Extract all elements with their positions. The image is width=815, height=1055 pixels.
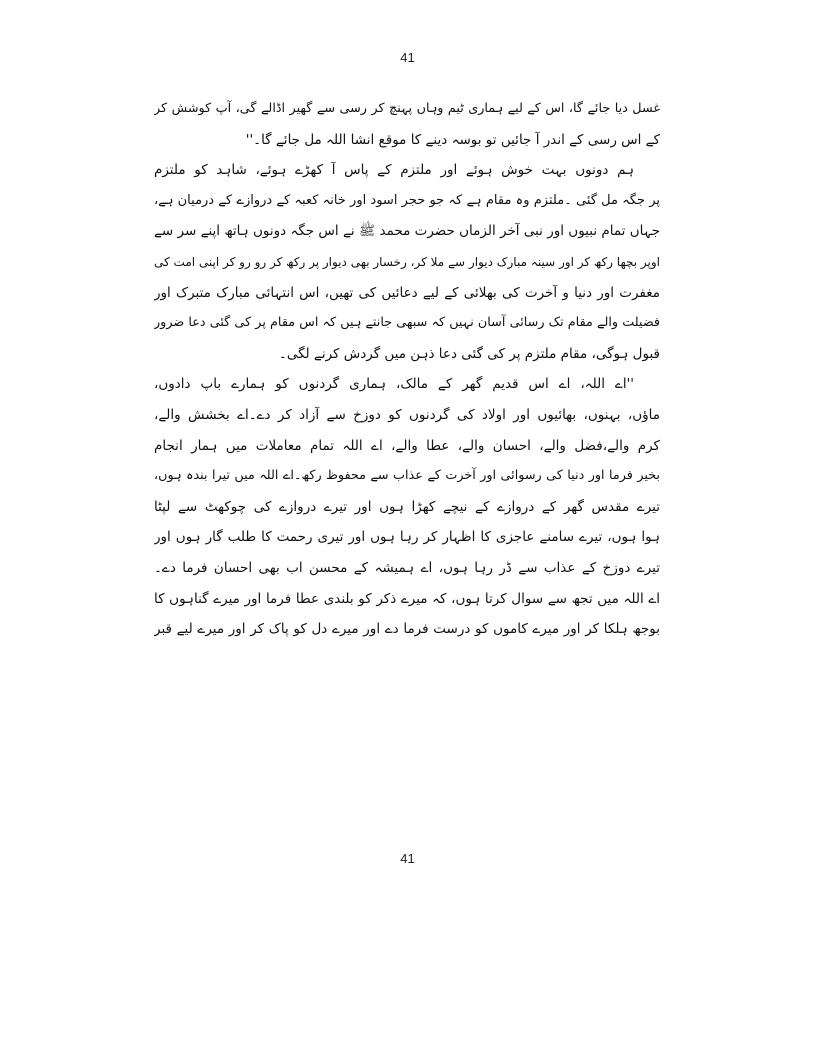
text-line: کرم والے،فضل والے، احسان والے، عطا والے، اے اللہ تمام معاملات میں ہمار انجام bbox=[154, 437, 660, 454]
text-line: فضیلت والے مقام تک رسائی آسان نہیں کہ سبھی جانتے ہیں کہ اس مقام پر کی گئی دعا ضرور bbox=[154, 315, 660, 331]
urdu-body-text bbox=[154, 94, 660, 645]
text-line: پر جگہ مل گئی ۔ملتزم وہ مقام ہے کہ جو حجر اسود اور خانہ کعبہ کے دروازے کے درمیان ہے، bbox=[154, 192, 660, 208]
text-line: ''اے اللہ، اے اس قدیم گھر کے مالک، ہماری گردنوں کو ہمارے باپ دادوں، bbox=[154, 376, 634, 393]
text-line: کے اس رسی کے اندر آ جائیں تو بوسہ دینے کا موقع انشا اللہ مل جائے گا۔'' bbox=[245, 131, 660, 148]
text-line: مغفرت اور دنیا و آخرت کی بھلائی کے لیے دعائیں کی تھیں، اس انتہائی مبارک متبرک اور bbox=[154, 284, 660, 301]
text-line: تیرے دوزخ کے عذاب سے ڈر رہا ہوں، اے ہمیشہ کے محسن اب بھی احسان فرما دے۔ bbox=[154, 559, 660, 576]
text-line: بوجھ ہلکا کر اور میرے کاموں کو درست فرما دے اور میرے دل کو پاک کر اور میرے لیے قبر bbox=[154, 621, 660, 638]
text-line: تیرے مقدس گھر کے دروازے کے نیچے کھڑا ہوں اور تیرے دروازے کی چوکھٹ سے لپٹا bbox=[154, 498, 660, 515]
text-line: بخیر فرما اور دنیا کی رسوائی اور آخرت کے عذاب سے محفوظ رکھ۔اے اللہ میں تیرا بندہ ہوں، bbox=[154, 468, 660, 484]
text-line: اوپر بچھا رکھ کر اور سینہ مبارک دیوار سے ملا کر، رخسار بھی دیوار پر رکھ کر رو رو کر اپنی امت کی bbox=[154, 254, 660, 269]
text-line: قبول ہوگی، مقام ملتزم پر کی گئی دعا ذہن میں گردش کرنے لگی۔ bbox=[278, 345, 660, 362]
text-line: جہاں تمام نبیوں اور نبی آخر الزماں حضرت محمد ﷺ نے اس جگہ دونوں ہاتھ اپنے سر سے bbox=[154, 223, 660, 240]
text-line: اے اللہ میں تجھ سے سوال کرتا ہوں، کہ میرے ذکر کو بلندی عطا فرما اور میرے گناہوں کا bbox=[154, 590, 660, 607]
text-line: ہوا ہوں، تیرے سامنے عاجزی کا اظہار کر رہا ہوں اور تیری رحمت کا طلب گار ہوں اور bbox=[154, 529, 660, 546]
text-line: ہم دونوں بہت خوش ہوئے اور ملتزم کے پاس آ کھڑے ہوئے، شاہد کو ملتزم bbox=[154, 162, 634, 179]
page-number-bottom: 41 bbox=[400, 851, 415, 866]
page-number-top: 41 bbox=[400, 50, 415, 65]
text-line: غسل دیا جائے گا، اس کے لیے ہماری ٹیم وہاں پہنچ کر رسی سے گھیر اڈالے گی، آپ کوشش کر bbox=[154, 101, 660, 116]
text-line: ماؤں، بہنوں، بھائیوں اور اولاد کی گردنوں کو دوزخ سے آزاد کر دے۔اے بخشش والے، bbox=[154, 406, 660, 423]
